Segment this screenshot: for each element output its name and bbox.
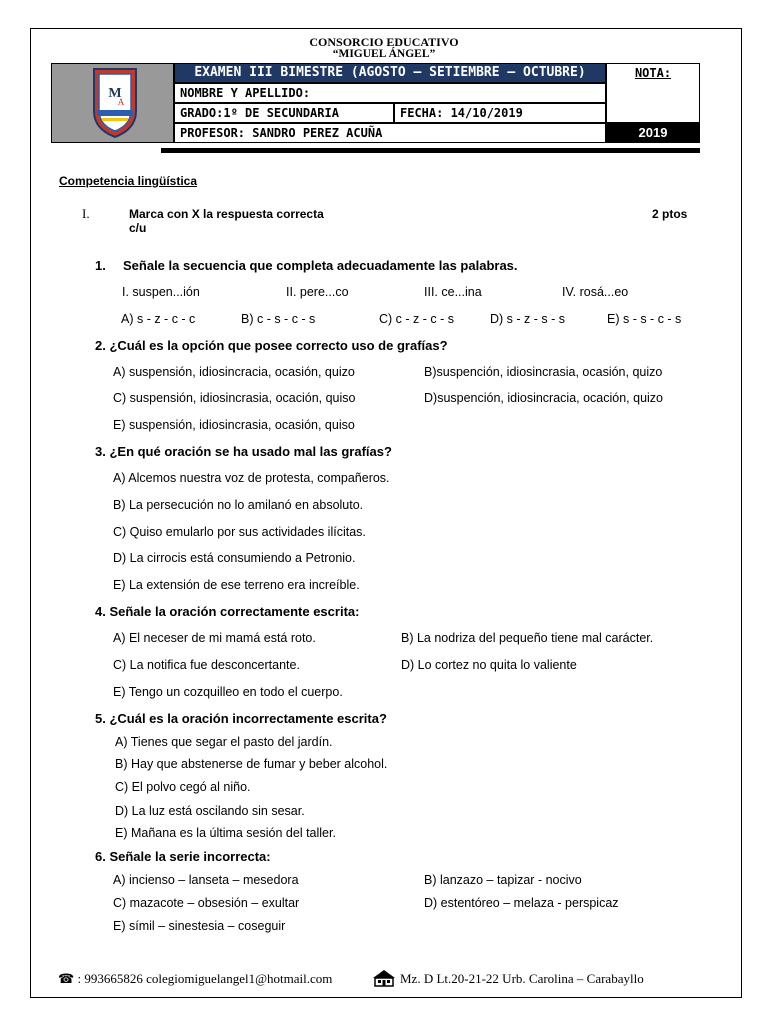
nota-label: NOTA: (634, 66, 672, 80)
student-name-field[interactable]: NOMBRE Y APELLIDO: (174, 83, 606, 103)
q6-option-c[interactable]: C) mazacote – obsesión – exultar (113, 896, 300, 910)
footer-contact (58, 971, 332, 987)
footer-address: Mz. D Lt.20-21-22 Urb. Carolina – Carabayllo (400, 971, 644, 986)
header-divider (161, 148, 700, 153)
q1-option-a[interactable]: A) s - z - c - c (121, 312, 196, 326)
exam-title-cell: EXAMEN III BIMESTRE (AGOSTO – SETIEMBRE – OCTUBRE) (174, 63, 606, 83)
q5-option-e[interactable]: E) Mañana es la última sesión del taller. (115, 826, 336, 840)
q1-option-c[interactable]: C) c - z - c - s (379, 312, 454, 326)
svg-text:A: A (117, 97, 125, 107)
q6-option-b[interactable]: B) lanzazo – tapizar - nocivo (424, 873, 582, 887)
question-1-text: Señale la secuencia que completa adecuadamente las palabras. (123, 258, 518, 273)
logo-cell (51, 63, 174, 143)
phone-icon: ☎ (58, 971, 75, 986)
question-1-number: 1. (95, 258, 106, 273)
school-crest-logo (90, 67, 140, 139)
grade-cell: GRADO:1º DE SECUNDARIA (174, 103, 394, 123)
grade-score-field[interactable] (606, 63, 700, 123)
q2-option-c[interactable]: C) suspensión, idiosincrasia, ocación, quiso (113, 391, 356, 405)
institution-name: CONSORCIO EDUCATIVO (309, 35, 459, 49)
exam-header-table (51, 63, 700, 143)
q4-option-e[interactable]: E) Tengo un cozquilleo en todo el cuerpo. (113, 685, 343, 699)
institution-subname: “MIGUEL ÁNGEL” (332, 48, 436, 60)
q4-option-c[interactable]: C) La notifica fue desconcertante. (113, 658, 300, 672)
q1-item: III. ce...ina (424, 285, 482, 299)
q1-item: II. pere...co (286, 285, 349, 299)
q2-option-b[interactable]: B)suspención, idiosincrasia, ocasión, quizo (424, 365, 663, 379)
q2-option-d[interactable]: D)suspención, idiosincracia, ocación, quizo (424, 391, 664, 405)
svg-text:M: M (108, 86, 122, 101)
school-building-icon (371, 968, 397, 988)
section-title: Competencia lingüística (59, 174, 198, 188)
q6-option-e[interactable]: E) símil – sinestesia – coseguir (113, 919, 286, 933)
q3-option-d[interactable]: D) La cirrocis está consumiendo a Petronio. (113, 551, 356, 565)
teacher-cell: PROFESOR: SANDRO PEREZ ACUÑA (174, 123, 606, 143)
q5-option-d[interactable]: D) La luz está oscilando sin sesar. (115, 804, 305, 818)
question-4-text: 4. Señale la oración correctamente escrita: (95, 604, 360, 619)
q6-option-a[interactable]: A) incienso – lanseta – mesedora (113, 873, 299, 887)
footer-phone-email[interactable]: : 993665826 colegiomiguelangel1@hotmail.com (77, 971, 333, 986)
part-instruction: Marca con X la respuesta correcta (129, 207, 324, 221)
q1-option-b[interactable]: B) c - s - c - s (241, 312, 316, 326)
q5-option-c[interactable]: C) El polvo cegó al niño. (115, 780, 251, 794)
q3-option-a[interactable]: A) Alcemos nuestra voz de protesta, compañeros. (113, 471, 390, 485)
part-points: 2 ptos (652, 207, 688, 221)
q4-option-d[interactable]: D) Lo cortez no quita lo valiente (401, 658, 577, 672)
q2-option-e[interactable]: E) suspensión, idiosincrasia, ocasión, quiso (113, 418, 355, 432)
question-2-text: 2. ¿Cuál es la opción que posee correcto uso de grafías? (95, 338, 448, 353)
q3-option-b[interactable]: B) La persecución no lo amilanó en absoluto. (113, 498, 364, 512)
q6-option-d[interactable]: D) estentóreo – melaza - perspicaz (424, 896, 619, 910)
q3-option-c[interactable]: C) Quiso emularlo por sus actividades ilícitas. (113, 525, 366, 539)
q1-item: I. suspen...ión (122, 285, 200, 299)
q3-option-e[interactable]: E) La extensión de ese terreno era increíble. (113, 578, 360, 592)
q2-option-a[interactable]: A) suspensión, idiosincracia, ocasión, quizo (113, 365, 355, 379)
question-6-text: 6. Señale la serie incorrecta: (95, 849, 271, 864)
part-instruction-unit: c/u (129, 221, 147, 235)
year-cell: 2019 (606, 123, 700, 143)
q1-option-e[interactable]: E) s - s - c - s (607, 312, 682, 326)
q4-option-b[interactable]: B) La nodriza del pequeño tiene mal carácter. (401, 631, 654, 645)
q1-option-d[interactable]: D) s - z - s - s (490, 312, 565, 326)
q1-item: IV. rosá...eo (562, 285, 629, 299)
question-3-text: 3. ¿En qué oración se ha usado mal las grafías? (95, 444, 392, 459)
part-numeral: I. (82, 206, 90, 221)
q5-option-a[interactable]: A) Tienes que segar el pasto del jardín. (115, 735, 333, 749)
q5-option-b[interactable]: B) Hay que abstenerse de fumar y beber alcohol. (115, 757, 388, 771)
q4-option-a[interactable]: A) El neceser de mi mamá está roto. (113, 631, 316, 645)
question-5-text: 5. ¿Cuál es la oración incorrectamente escrita? (95, 711, 387, 726)
date-cell: FECHA: 14/10/2019 (394, 103, 606, 123)
